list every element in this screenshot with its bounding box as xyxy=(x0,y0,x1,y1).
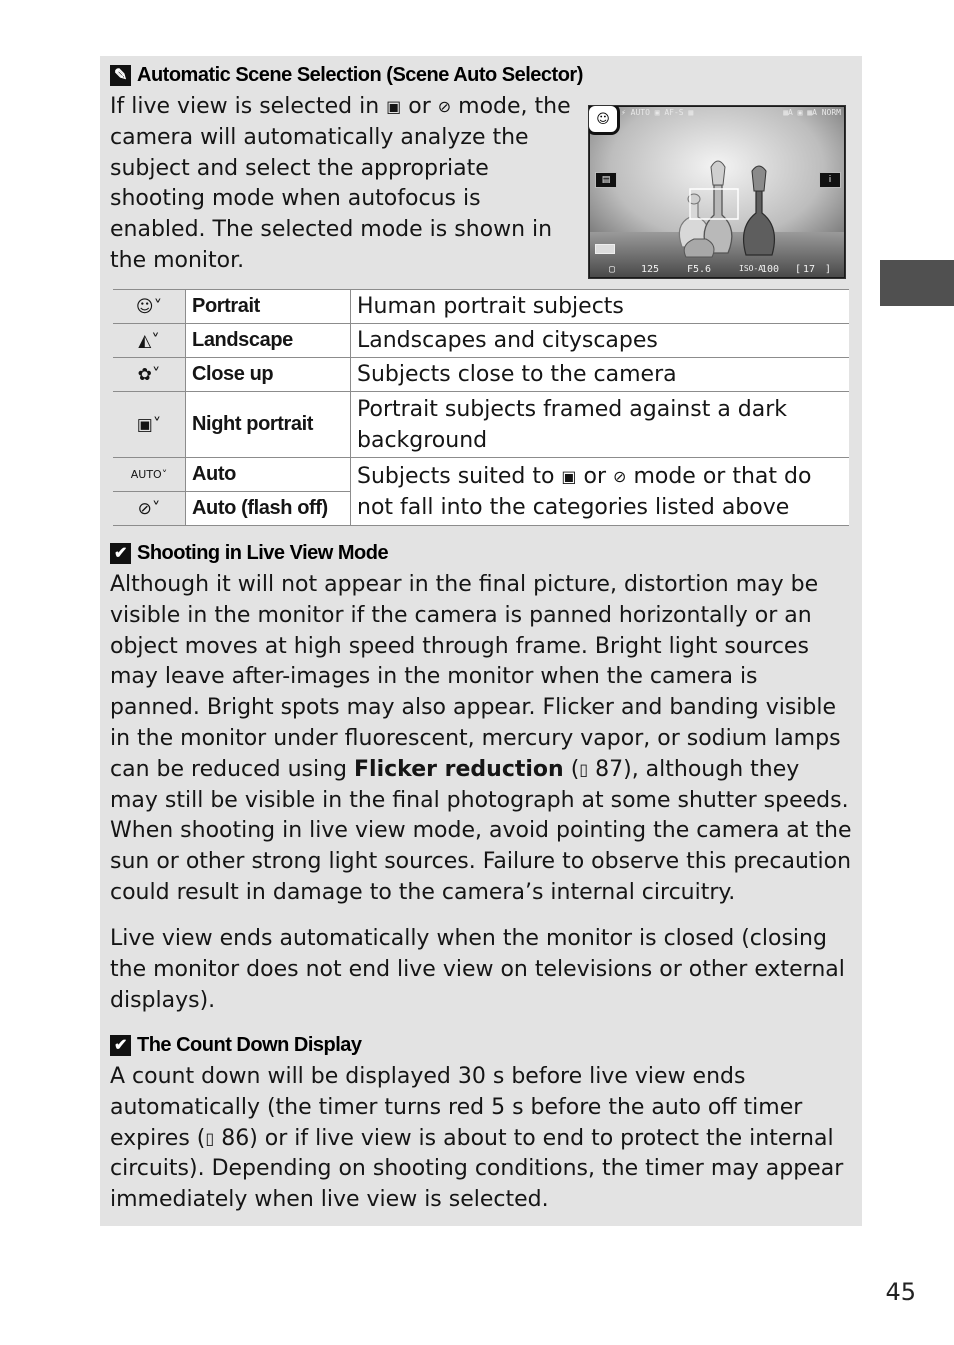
table-row: ◭˅ Landscape Landscapes and cityscapes xyxy=(113,324,849,358)
camera-monitor-illustration xyxy=(588,105,846,279)
page-reference[interactable]: 86 xyxy=(221,1125,250,1151)
auto-modes-description: Subjects suited to ▣ or ⊘ mode or that do not fall into the categories listed above xyxy=(351,458,850,526)
table-row: ✿˅ Close up Subjects close to the camera xyxy=(113,358,849,392)
exposures-remaining: 17 xyxy=(803,264,816,275)
scene-modes-table xyxy=(113,289,849,526)
live-view-end-paragraph: Live view ends automatically when the monitor is closed (closing the monitor does not end live view on televisions or other external displays). xyxy=(110,926,845,1013)
aperture: F5.6 xyxy=(687,264,712,275)
note1-text: If live view is selected in ▣ or ⊘ mode, the camera will automatically analyze the subject and select the appropriate shooting mode when autofocus is enabled. The selected mode is shown in the monitor. xyxy=(110,94,571,273)
note-title: The Count Down Display xyxy=(137,1034,362,1056)
note-heading-scene-auto xyxy=(110,64,583,87)
shutter-speed: 125 xyxy=(641,264,660,275)
auto-flash-off-icon: ⊘˅ xyxy=(113,492,186,526)
note-title: Automatic Scene Selection (Scene Auto Selector) xyxy=(137,64,583,86)
perfume-bottles-photo xyxy=(590,107,844,277)
table-row: ▣˅ Night portrait Portrait subjects framed against a dark background xyxy=(113,392,849,458)
note-heading-live-view xyxy=(110,542,388,565)
note-heading-count-down xyxy=(110,1034,362,1057)
auto-mode-icon: ▣ xyxy=(386,97,402,116)
portrait-mode-icon: ☺ xyxy=(588,105,620,135)
pencil-icon: ✎ xyxy=(110,65,131,86)
night-portrait-icon: ▣˅ xyxy=(113,392,186,458)
check-icon: ✔ xyxy=(110,1035,131,1056)
iso-icon: ISO-A xyxy=(739,264,764,273)
auto-icon: AUTO˅ xyxy=(113,458,186,492)
info-icon: i xyxy=(819,172,841,188)
flash-off-icon: ⊘ xyxy=(613,466,627,486)
battery-icon xyxy=(595,244,615,254)
flash-off-icon: ⊘ xyxy=(437,97,452,116)
portrait-icon: ☺˅ xyxy=(113,290,186,324)
count-down-paragraph: A count down will be displayed 30 s before live view ends automatically (the timer turns red 5 s before the auto off timer expires (▯ 86) or if live view is about to end to protect the internal circuits). Depending on shooting conditions, the timer may appear immediately when live view is selected. xyxy=(110,1064,844,1213)
page-reference[interactable]: 87 xyxy=(595,756,624,782)
book-icon: ▯ xyxy=(205,1128,215,1148)
monitor-bottom-info: ▢ 125 F5.6 ISO-A 100 [ 17 ] xyxy=(609,264,832,275)
book-icon: ▯ xyxy=(579,759,589,779)
iso-value: 100 xyxy=(761,264,780,275)
page-number: 45 xyxy=(885,1278,916,1306)
check-icon: ✔ xyxy=(110,543,131,564)
close-up-icon: ✿˅ xyxy=(113,358,186,392)
monitor-top-info: ⚡ AUTO ▣ AF-S ▦ ▦A ▣ ▦A NORM xyxy=(621,108,841,117)
meter-icon: ▢ xyxy=(609,264,616,275)
chapter-tab xyxy=(880,260,954,306)
landscape-icon: ◭˅ xyxy=(113,324,186,358)
table-row: ⊘˅ Auto (flash off) xyxy=(113,492,849,526)
live-view-paragraph: Although it will not appear in the final picture, distortion may be visible in the monitor if the camera is panned horizontally or an object moves at high speed through frame. Bright light sources may leave after-images in the monitor when the camera is panned. Bright spots may also appear. Flicker and banding visible in the monitor under fluorescent, mercury vapor, or sodium lamps can be reduced using Flicker reduction (▯ 87), although they may still be visible in the final photograph at some shutter speeds. When shooting in live view mode, avoid pointing the camera at the sun or other strong light sources. Failure to observe this precaution could result in damage to the camera’s internal circuitry. xyxy=(110,572,852,905)
flicker-reduction-term: Flicker reduction xyxy=(354,756,564,782)
note-title: Shooting in Live View Mode xyxy=(137,542,389,564)
table-row: ☺˅ Portrait Human portrait subjects xyxy=(113,290,849,324)
exposure-icon: ▤ xyxy=(595,172,617,188)
table-row: AUTO˅ Auto Subjects suited to ▣ or ⊘ mode or that do not fall into the categories listed above xyxy=(113,458,849,492)
auto-mode-icon: ▣ xyxy=(561,466,577,486)
